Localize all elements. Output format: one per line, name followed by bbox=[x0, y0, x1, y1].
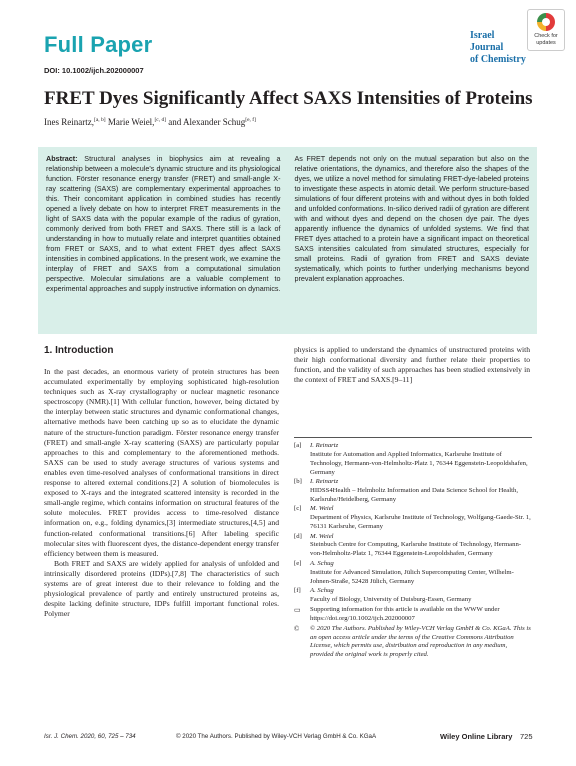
intro-paragraph: physics is applied to understand the dynamics of unstructured proteins with their high conformational diversity and further relate their properties to function, and the validity of such approaches has been studied extensively in the context of FRET and SAXS.[9–11] bbox=[294, 345, 530, 385]
affiliation-item bbox=[294, 442, 532, 478]
doi[interactable]: DOI: 10.1002/ijch.202000007 bbox=[44, 66, 144, 75]
intro-paragraph: In the past decades, an enormous variety of protein structures has been accumulated experimentally by employing sophisticated high-resolution techniques such as X-ray crystallography or nuclear magnetic resonance spectroscopy (NMR).[1] With cellular function, however, being dictated by the interplay between static structures and dynamic conformational changes, alternative methods have been catching up so as to elucidate the dynamic nature of the structure-function paradigm. Förster resonance energy transfer (FRET) and small-angle X-ray scattering (SAXS) are particularly popular approaches to this and complementary to the aforementioned methods. SAXS can be used to study average structures of various systems and enables even time-resolved analyses of conformational transitions in direct response to altered external conditions.[2] A solution of biomolecules is exposed to X-rays and the integrated scattered intensity is recorded in the small-angle regime, which contains information on structural features of the solute molecules. FRET provides access to time-resolved distance information on, e.g., folding dynamics,[3] intermediate structures,[4,5] and function-related conformational transitions.[6] After labeling specific molecular sites with fluorescent dyes, the distance-dependent energy transfer efficiency between them is measured. bbox=[44, 367, 279, 558]
affiliation-item bbox=[294, 560, 532, 587]
author-name: Ines Reinartz, bbox=[44, 117, 94, 127]
check-for-updates-badge[interactable] bbox=[527, 9, 565, 51]
author-list bbox=[44, 117, 256, 127]
crossmark-icon bbox=[537, 13, 555, 31]
crossmark-label: Check for updates bbox=[534, 33, 558, 46]
author-name: Marie Weiel, bbox=[105, 117, 155, 127]
supporting-info-icon: ▭ bbox=[294, 605, 301, 614]
journal-name-line2: of Chemistry bbox=[470, 54, 526, 65]
footer-page-number: 725 bbox=[520, 732, 533, 741]
affiliation-key: [b] bbox=[294, 478, 302, 486]
affiliation-item bbox=[294, 478, 532, 505]
license-text: © 2020 The Authors. Published by Wiley-VCH Verlag GmbH & Co. KGaA. This is an open access article under the terms of the Creative Commons Attribution License, which permits use, distribution and reproduction in any medium, provided the original work is properly cited. bbox=[310, 624, 531, 659]
affiliation-key: [a] bbox=[294, 442, 302, 449]
abstract-text: Structural analyses in biophysics aim at revealing a relationship between a molecule's dynamic structure and its physiological function. Förster resonance energy transfer (FRET) and small-angle X-ray scattering (SAXS) are complementary experimental approaches to this. Their concomitant application in combined studies has recently opened a lively debate on how to interpret FRET measurements in the light of SAXS data with the popular example of the radius of gyration, commonly derived from both FRET and SAXS. There still is a lack of understanding in how to mutually relate and interpret quantities obtained from FRET or SAXS, and to what extent FRET dyes affect SAXS intensities in combined applications. In the present work, we examine the interplay of FRET and SAXS from a computational simulation perspective. Molecular simulations are a valuable complement to experimental approaches and supply instructive information on dynamics. As FRET depends not only on the mutual separation but also on the relative orientations, the dynamics, and therefore also the shapes of the dyes, we utilize a novel method for simulating FRET-dye-labeled proteins to investigate these aspects in atomic detail. We perform structure-based simulations of four different proteins with and without dyes in both folded and unfolded conformations. In-silico derived radii of gyration are different with and without dyes and depend on the chosen dye pair. The dyes apparently influence the dynamics of unfolded systems. We find that FRET dyes attached to a protein have a significant impact on theoretical SAXS intensities calculated from simulated structures, especially for small proteins. Radii of gyration from FRET and SAXS deviate systematically, which points to further underlying mechanisms beyond prevalent explanation approaches. bbox=[46, 154, 529, 293]
author-name: and Alexander Schug bbox=[166, 117, 246, 127]
affiliation-item bbox=[294, 587, 532, 605]
affiliation-key: [c] bbox=[294, 505, 302, 513]
affiliation-item bbox=[294, 533, 532, 560]
affiliation-key: [e] bbox=[294, 559, 302, 567]
abstract-label: Abstract: bbox=[46, 154, 78, 163]
author-affiliation-ref[interactable]: [a, b] bbox=[93, 117, 106, 123]
abstract-box bbox=[38, 147, 537, 334]
affiliation-author: A. Schug bbox=[310, 587, 334, 594]
affiliation-address: HIDSS4Health – Helmholtz Information and Data Science School for Health, Karlsruhe/Heidelberg, Germany bbox=[310, 487, 519, 503]
section-label: Full Paper bbox=[44, 32, 153, 57]
author-affiliation-ref[interactable]: [c, d] bbox=[154, 117, 167, 123]
affiliation-address: Institute for Advanced Simulation, Jülich Supercomputing Center, Wilhelm-Johnen-Straße, 52428 Jülich, Germany bbox=[310, 568, 514, 585]
footer-citation: Isr. J. Chem. 2020, 60, 725 – 734 bbox=[44, 733, 136, 740]
affiliation-address: Institute for Automation and Applied Informatics, Karlsruhe Institute of Technology, Hermann-von-Helmholtz-Platz 1, 76344 Eggenstein-Leopoldshafen, Germany bbox=[310, 450, 528, 476]
author-affiliation-ref[interactable]: [e, f] bbox=[245, 117, 256, 123]
section-heading-introduction: 1. Introduction bbox=[44, 345, 114, 356]
affiliations-block bbox=[294, 437, 532, 660]
article-title: FRET Dyes Significantly Affect SAXS Intensities of Proteins bbox=[44, 88, 533, 109]
affiliation-item bbox=[294, 505, 532, 532]
license-note bbox=[294, 625, 532, 661]
affiliation-author: I. Reinartz bbox=[310, 442, 339, 449]
footer-copyright: © 2020 The Authors. Published by Wiley-VCH Verlag GmbH & Co. KGaA bbox=[176, 733, 377, 740]
introduction-right-column bbox=[294, 345, 530, 385]
footer-publisher-link[interactable]: Wiley Online Library bbox=[440, 732, 513, 741]
journal-name-line1: Israel Journal bbox=[470, 30, 504, 53]
journal-logo[interactable] bbox=[470, 30, 530, 66]
affiliation-author: M. Weiel bbox=[310, 532, 334, 540]
affiliation-address: Department of Physics, Karlsruhe Institute of Technology, Wolfgang-Gaede-Str. 1, 76131 Karlsruhe, Germany bbox=[310, 514, 531, 531]
open-access-icon: © bbox=[294, 624, 300, 633]
affiliation-key: [f] bbox=[294, 587, 301, 594]
supporting-info-note[interactable] bbox=[294, 606, 532, 624]
intro-paragraph: Both FRET and SAXS are widely applied for analysis of unfolded and intrinsically disordered proteins (IDPs).[7,8] The characteristics of such systems are of great interest due to their relevance to folding and the physiological prevalence of partly and entirely unstructured proteins as, despite lacking definite structure, IDPs fulfill important functional roles. Polymer bbox=[44, 558, 279, 619]
affiliation-key: [d] bbox=[294, 532, 302, 540]
affiliation-author: M. Weiel bbox=[310, 505, 334, 513]
affiliation-author: I. Reinartz bbox=[310, 478, 339, 486]
supporting-info-text: Supporting information for this article is available on the WWW under https://doi.org/10.1002/ijch.202000007 bbox=[310, 605, 500, 622]
introduction-left-column bbox=[44, 367, 279, 619]
affiliation-address: Faculty of Biology, University of Duisburg-Essen, Germany bbox=[310, 595, 472, 603]
affiliation-author: A. Schug bbox=[310, 559, 334, 567]
affiliation-address: Steinbuch Centre for Computing, Karlsruhe Institute of Technology, Hermann-von-Helmholtz-Platz 1, 76344 Eggenstein-Leopoldshafen, Germany bbox=[310, 541, 522, 558]
